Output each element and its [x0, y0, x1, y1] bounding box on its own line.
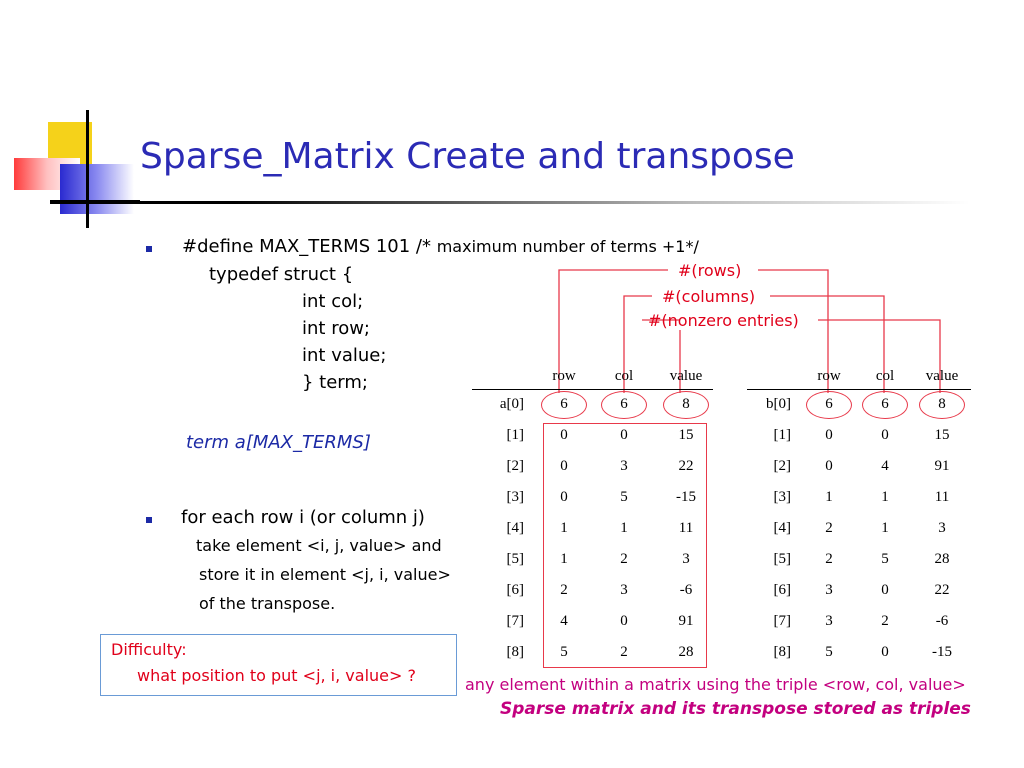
- table-a-cell: 1: [560, 520, 568, 536]
- table-a-cell: -15: [676, 489, 696, 505]
- table-b-cell: 0: [881, 582, 889, 598]
- table-a-cell: 28: [678, 644, 694, 660]
- table-b-cell: -6: [935, 613, 949, 629]
- table-b-cell: 28: [934, 551, 950, 567]
- annotation-nonzero: #(nonzero entries): [648, 311, 799, 330]
- table-b-dims-oval: [862, 391, 908, 419]
- table-b-row-label: b[0]: [766, 396, 791, 412]
- table-b-cell: -15: [932, 644, 952, 660]
- table-a-row-label: [1]: [506, 427, 524, 443]
- table-a-dims-oval: [601, 391, 647, 419]
- table-b-header-col: col: [875, 368, 895, 384]
- table-a-cell: 0: [620, 613, 628, 629]
- table-b-cell: 3: [825, 613, 833, 629]
- table-b-cell: 22: [934, 582, 950, 598]
- table-a-cell: 1: [620, 520, 628, 536]
- define-comment: maximum number of terms +1*/: [436, 237, 699, 256]
- table-b-cell: 15: [934, 427, 950, 443]
- algo-line-2: take element <i, j, value> and: [196, 536, 442, 555]
- difficulty-question: what position to put <j, i, value> ?: [137, 666, 416, 685]
- table-a-row-label: [2]: [506, 458, 524, 474]
- table-b-cell: 1: [881, 520, 889, 536]
- table-b: [745, 366, 975, 671]
- table-a-cell: 0: [560, 427, 568, 443]
- table-b-dims-oval: [919, 391, 965, 419]
- define-text: #define MAX_TERMS 101 /*: [182, 236, 437, 257]
- table-a-cell: -6: [679, 582, 693, 598]
- table-a-dims-oval: [541, 391, 587, 419]
- table-b-cell: 0: [825, 427, 833, 443]
- field-col: int col;: [302, 291, 364, 312]
- table-a-header-col: col: [614, 368, 634, 384]
- table-b-row-label: [6]: [773, 582, 791, 598]
- table-b-row-label: [2]: [773, 458, 791, 474]
- table-b-cell: 3: [938, 520, 946, 536]
- table-b-cell: 2: [825, 520, 833, 536]
- table-a-row-label: [3]: [506, 489, 524, 505]
- table-b-cell: 0: [881, 427, 889, 443]
- table-a-dims-oval: [663, 391, 709, 419]
- table-a: [470, 366, 715, 671]
- table-a-nonzero-box: [543, 423, 707, 668]
- algo-line-1: for each row i (or column j): [181, 507, 425, 528]
- field-value: int value;: [302, 345, 387, 366]
- table-b-cell: 4: [881, 458, 889, 474]
- table-b-cell: 5: [881, 551, 889, 567]
- table-b-cell: 1: [825, 489, 833, 505]
- table-b-cell: 11: [934, 489, 950, 505]
- table-b-cell: 3: [825, 582, 833, 598]
- table-a-row-label: [4]: [506, 520, 524, 536]
- table-a-header-rule: [472, 389, 713, 390]
- table-b-cell: 0: [825, 458, 833, 474]
- table-a-header-row: row: [552, 368, 576, 384]
- difficulty-label: Difficulty:: [111, 640, 187, 659]
- table-a-cell: 0: [620, 427, 628, 443]
- table-a-cell: 0: [560, 489, 568, 505]
- table-a-cell: 3: [620, 458, 628, 474]
- table-a-cell: 11: [678, 520, 694, 536]
- struct-end: } term;: [302, 372, 368, 393]
- table-b-cell: 91: [934, 458, 950, 474]
- table-b-cell: 6: [825, 396, 833, 412]
- caption-triple: any element within a matrix using the triple <row, col, value>: [465, 675, 966, 694]
- table-a-cell: 3: [620, 582, 628, 598]
- table-b-row-label: [8]: [773, 644, 791, 660]
- table-a-cell: 8: [682, 396, 690, 412]
- table-a-row-label: [5]: [506, 551, 524, 567]
- table-b-row-label: [7]: [773, 613, 791, 629]
- table-a-cell: 1: [560, 551, 568, 567]
- table-a-cell: 4: [560, 613, 568, 629]
- table-a-cell: 5: [620, 489, 628, 505]
- table-a-cell: 3: [682, 551, 690, 567]
- table-a-cell: 6: [620, 396, 628, 412]
- field-row: int row;: [302, 318, 370, 339]
- table-a-row-label: [8]: [506, 644, 524, 660]
- table-b-cell: 8: [938, 396, 946, 412]
- table-a-cell: 6: [560, 396, 568, 412]
- table-b-dims-oval: [806, 391, 852, 419]
- table-b-cell: 1: [881, 489, 889, 505]
- table-a-cell: 2: [560, 582, 568, 598]
- table-b-cell: 6: [881, 396, 889, 412]
- table-a-cell: 0: [560, 458, 568, 474]
- table-b-row-label: [1]: [773, 427, 791, 443]
- annotation-rows: #(rows): [678, 261, 742, 280]
- table-a-cell: 5: [560, 644, 568, 660]
- caption-title: Sparse matrix and its transpose stored as triples: [500, 699, 971, 719]
- table-b-header-value: value: [925, 368, 959, 384]
- table-a-row-label: a[0]: [499, 396, 524, 412]
- page-title: Sparse_Matrix Create and transpose: [140, 136, 795, 177]
- table-a-cell: 91: [678, 613, 694, 629]
- table-a-cell: 15: [678, 427, 694, 443]
- table-b-row-label: [4]: [773, 520, 791, 536]
- table-b-cell: 5: [825, 644, 833, 660]
- table-a-row-label: [6]: [506, 582, 524, 598]
- typedef-line: typedef struct {: [209, 264, 354, 285]
- table-a-header-value: value: [669, 368, 703, 384]
- algo-line-4: of the transpose.: [199, 594, 336, 613]
- annotation-columns: #(columns): [662, 287, 756, 306]
- table-a-row-label: [7]: [506, 613, 524, 629]
- table-b-row-label: [5]: [773, 551, 791, 567]
- table-b-cell: 2: [825, 551, 833, 567]
- table-b-cell: 0: [881, 644, 889, 660]
- array-declaration: term a[MAX_TERMS]: [186, 432, 371, 453]
- table-a-cell: 22: [678, 458, 694, 474]
- table-b-header-rule: [747, 389, 971, 390]
- table-a-cell: 2: [620, 551, 628, 567]
- table-b-cell: 2: [881, 613, 889, 629]
- table-b-header-row: row: [817, 368, 841, 384]
- algo-line-3: store it in element <j, i, value>: [199, 565, 451, 584]
- table-b-row-label: [3]: [773, 489, 791, 505]
- table-a-cell: 2: [620, 644, 628, 660]
